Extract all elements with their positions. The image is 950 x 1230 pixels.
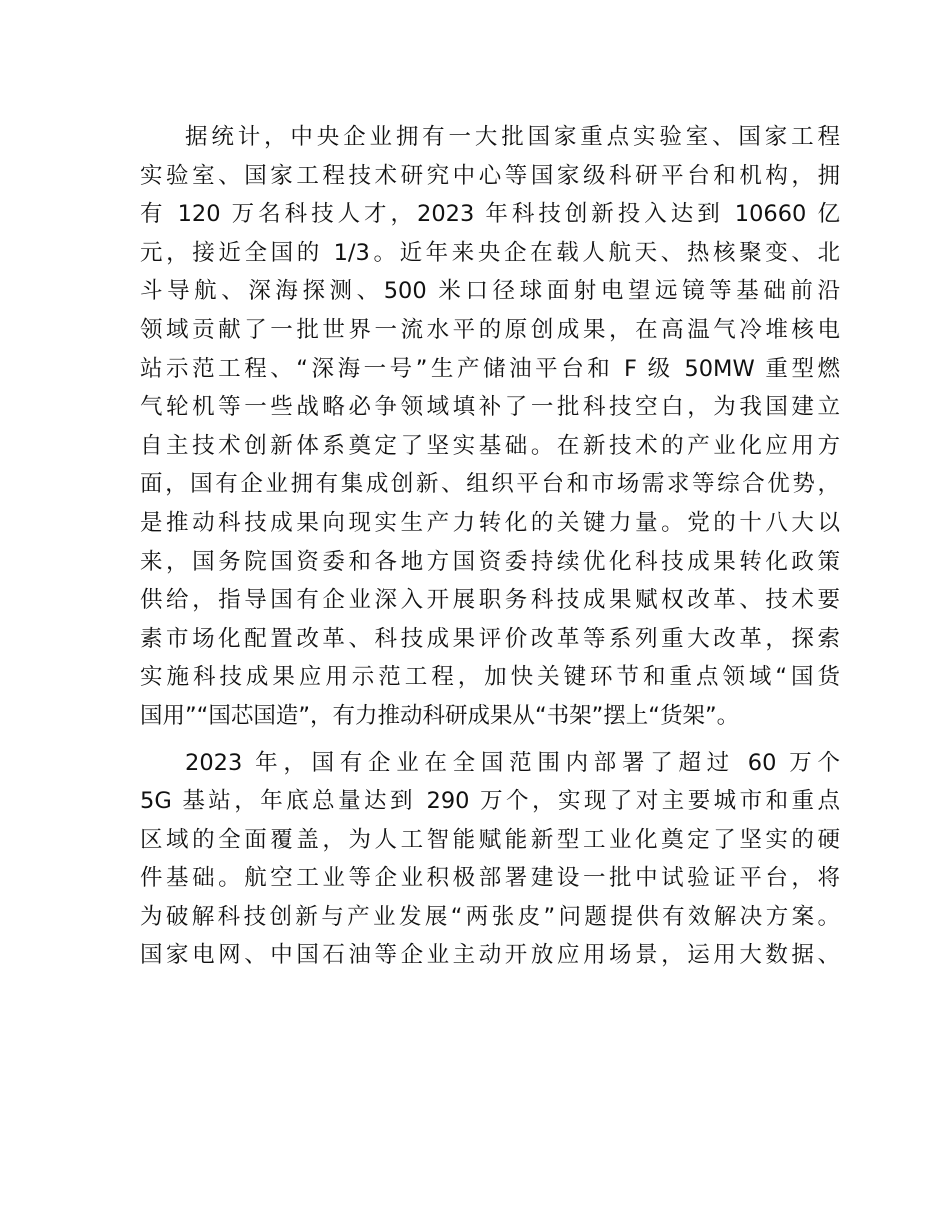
paragraph-line: 实验室、国家工程技术研究中心等国家级科研平台和机构，拥 (140, 162, 840, 189)
paragraph-line: 实施科技成果应用示范工程，加快关键环节和重点领域“国货 (140, 664, 840, 691)
paragraph-spacer (140, 736, 840, 744)
paragraph-line: 供给，指导国有企业深入开展职务科技成果赋权改革、技术要 (140, 587, 840, 614)
paragraph-line: 自主技术创新体系奠定了坚实基础。在新技术的产业化应用方 (140, 432, 840, 459)
paragraph-line: 据统计，中央企业拥有一大批国家重点实验室、国家工程 (185, 124, 840, 150)
paragraph-line: 为破解科技创新与产业发展“两张皮”问题提供有效解决方案。 (140, 903, 840, 930)
paragraph-line: 件基础。航空工业等企业积极部署建设一批中试验证平台，将 (140, 865, 840, 892)
document-body (140, 118, 840, 975)
paragraph-line: 来，国务院国资委和各地方国资委持续优化科技成果转化政策 (140, 548, 840, 575)
paragraph-line: 面，国有企业拥有集成创新、组织平台和市场需求等综合优势， (140, 471, 840, 498)
paragraph-line: 区域的全面覆盖，为人工智能赋能新型工业化奠定了坚实的硬 (140, 826, 840, 853)
paragraph-2 (140, 744, 840, 976)
paragraph-line: 气轮机等一些战略必争领域填补了一批科技空白，为我国建立 (140, 394, 840, 421)
paragraph-line: 5G 基站，年底总量达到 290 万个，实现了对主要城市和重点 (140, 788, 840, 815)
paragraph-line: 国家电网、中国石油等企业主动开放应用场景，运用大数据、 (140, 942, 840, 969)
paragraph-line: 领域贡献了一批世界一流水平的原创成果，在高温气冷堆核电 (140, 316, 840, 343)
paragraph-line: 素市场化配置改革、科技成果评价改革等系列重大改革，探索 (140, 625, 840, 652)
paragraph-line: 斗导航、深海探测、500 米口径球面射电望远镜等基础前沿 (140, 278, 840, 305)
paragraph-line: 2023 年，国有企业在全国范围内部署了超过 60 万个 (185, 749, 840, 776)
paragraph-line: 有 120 万名科技人才，2023 年科技创新投入达到 10660 亿 (140, 201, 840, 228)
paragraph-line: 国用”“国芯国造”，有力推动科研成果从“书架”摆上“货架”。 (140, 702, 740, 729)
paragraph-line: 是推动科技成果向现实生产力转化的关键力量。党的十八大以 (140, 509, 840, 536)
paragraph-1 (140, 118, 840, 736)
paragraph-line: 站示范工程、“深海一号”生产储油平台和 F 级 50MW 重型燃 (140, 355, 840, 382)
paragraph-line: 元，接近全国的 1/3。近年来央企在载人航天、热核聚变、北 (140, 239, 840, 266)
